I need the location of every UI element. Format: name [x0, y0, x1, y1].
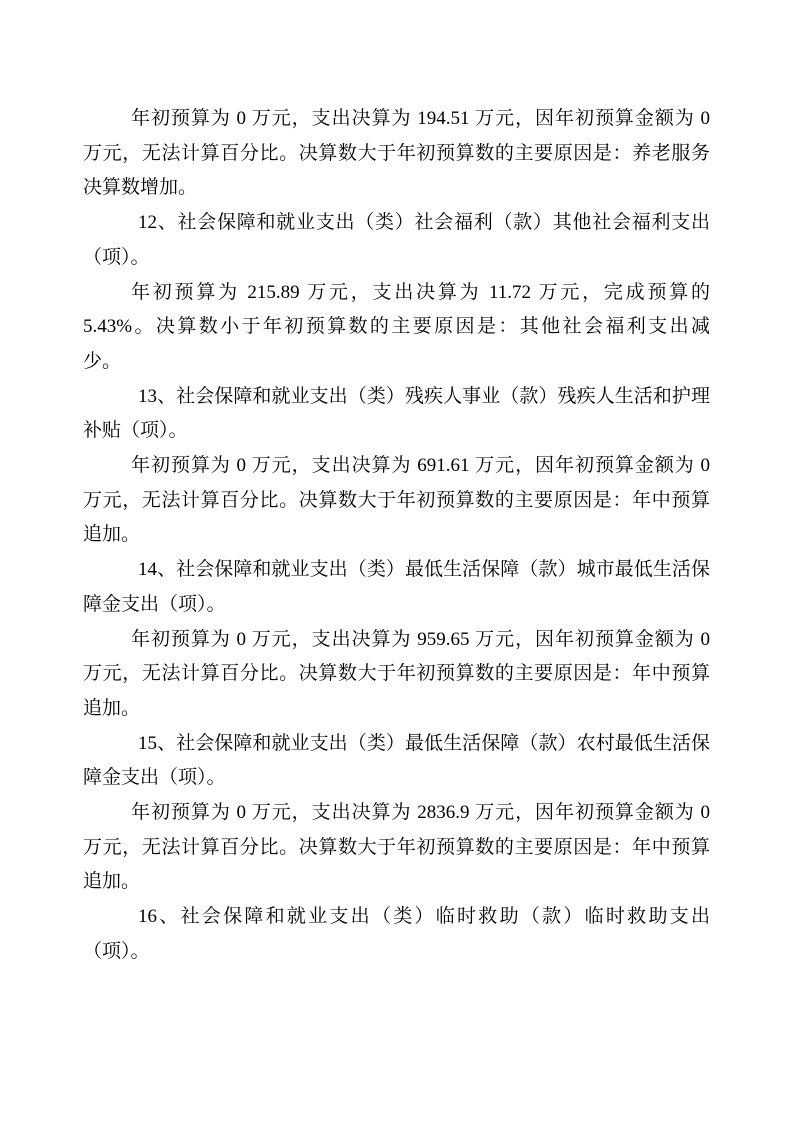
text-line: 12、社会保障和就业支出（类）社会福利（款）其他社会福利支出: [138, 212, 710, 234]
text-line: 年初预算为 0 万元，支出决算为 2836.9 万元，因年初预算金额为 0: [131, 802, 710, 824]
text-line: 障金支出（项）。: [83, 593, 226, 615]
paragraph-item-14-heading: [83, 553, 710, 622]
text-line: 15、社会保障和就业支出（类）最低生活保障（款）农村最低生活保: [138, 732, 710, 754]
text-line: 万元，无法计算百分比。决算数大于年初预算数的主要原因是：养老服务: [83, 142, 710, 164]
text-line: 年初预算为 0 万元，支出决算为 194.51 万元，因年初预算金额为 0: [131, 108, 710, 129]
text-line: 万元，无法计算百分比。决算数大于年初预算数的主要原因是：年中预算: [83, 489, 710, 511]
paragraph-item-13-heading: [83, 380, 710, 449]
text-line: 决算数增加。: [83, 177, 198, 199]
text-line: 追加。: [83, 871, 141, 893]
text-line: 万元，无法计算百分比。决算数大于年初预算数的主要原因是：年中预算: [83, 663, 710, 685]
text-line: 少。: [83, 350, 122, 372]
paragraph-budget-detail-13: [83, 449, 710, 553]
paragraph-item-12-heading: [83, 206, 710, 275]
paragraph-item-16-heading: [83, 900, 710, 969]
text-line: 5.43%。决算数小于年初预算数的主要原因是：其他社会福利支出减: [83, 316, 710, 338]
paragraph-budget-detail-12: [83, 276, 710, 380]
paragraph-budget-detail-15: [83, 796, 710, 900]
text-line: 追加。: [83, 524, 141, 546]
document-text-block: [83, 102, 710, 970]
text-line: 14、社会保障和就业支出（类）最低生活保障（款）城市最低生活保: [138, 559, 710, 581]
paragraph-budget-detail-11: [83, 102, 710, 206]
text-line: （项）。: [83, 246, 150, 268]
paragraph-budget-detail-14: [83, 623, 710, 727]
text-line: 16、社会保障和就业支出（类）临时救助（款）临时救助支出: [138, 906, 710, 928]
text-line: 万元，无法计算百分比。决算数大于年初预算数的主要原因是：年中预算: [83, 836, 710, 858]
text-line: 年初预算为 0 万元，支出决算为 691.61 万元，因年初预算金额为 0: [131, 455, 710, 477]
text-line: 补贴（项）。: [83, 420, 188, 442]
text-line: 年初预算为 0 万元，支出决算为 959.65 万元，因年初预算金额为 0: [131, 628, 710, 650]
text-line: 年初预算为 215.89 万元，支出决算为 11.72 万元，完成预算的: [131, 281, 710, 303]
text-line: 障金支出（项）。: [83, 767, 226, 789]
text-line: （项）。: [83, 940, 150, 962]
paragraph-item-15-heading: [83, 727, 710, 796]
text-line: 追加。: [83, 697, 141, 719]
text-line: 13、社会保障和就业支出（类）残疾人事业（款）残疾人生活和护理: [138, 385, 710, 407]
